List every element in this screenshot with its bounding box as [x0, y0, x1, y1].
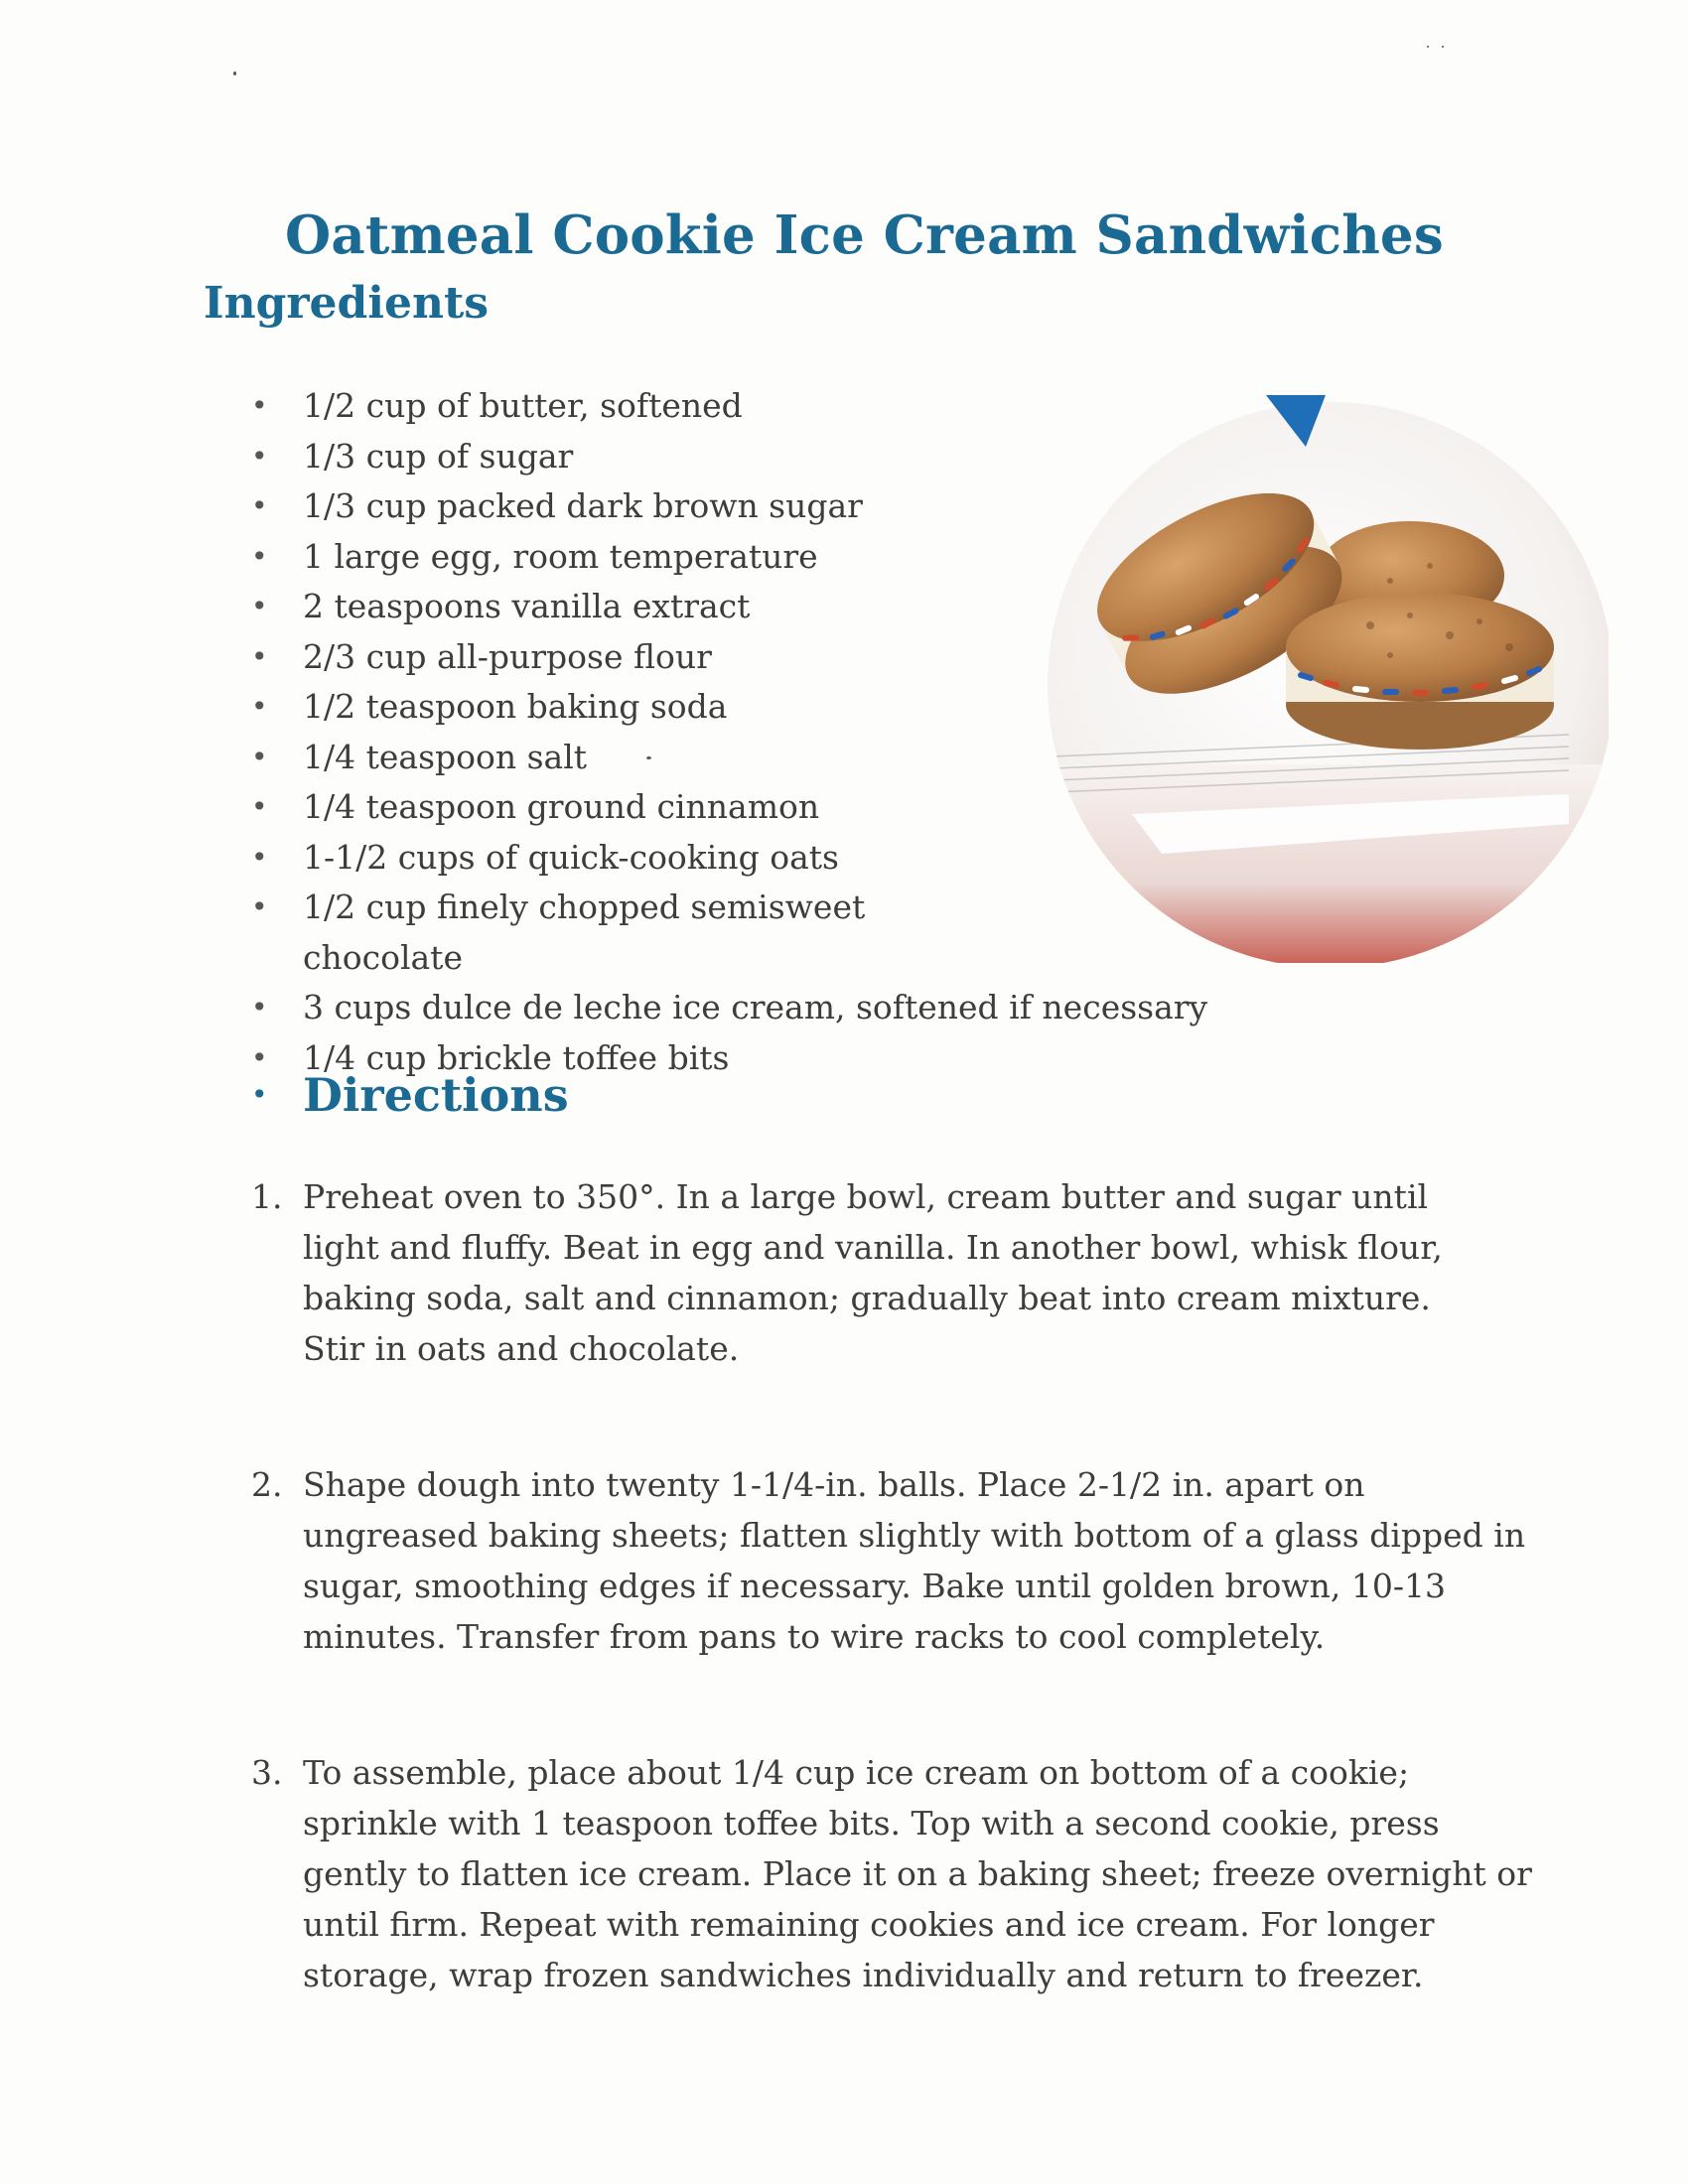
step-number: 2.	[251, 1465, 283, 1504]
scan-speck	[1442, 46, 1444, 48]
bullet-icon: •	[251, 890, 268, 923]
ingredient-item: • 1/4 teaspoon ground cinnamon	[247, 782, 1220, 833]
bullet-icon: •	[251, 1078, 268, 1111]
directions-list	[247, 1171, 1532, 2000]
scan-speck	[646, 756, 651, 759]
ice-cream-sandwich-photo	[1013, 387, 1609, 963]
step-text: To assemble, place about 1/4 cup ice cream on bottom of a cookie; sprinkle with 1 teaspoon toffee bits. Top with a second cookie, press gently to flatten ice cream. Place it on a baking sheet; freeze overnight or until firm. Repeat with remaining cookies and ice cream. For longer storage, wrap frozen sandwiches individually and return to freezer.	[303, 1753, 1532, 1994]
ingredient-item: • 1-1/2 cups of quick-cooking oats	[247, 833, 1220, 884]
step-text: Shape dough into twenty 1-1/4-in. balls. Place 2-1/2 in. apart on ungreased baking sheets; flatten slightly with bottom of a glass dipped in sugar, smoothing edges if necessary. Bake until golden brown, 10-13 minutes. Transfer from pans to wire racks to cool completely.	[303, 1465, 1526, 1656]
ingredient-item: • 2 teaspoons vanilla extract	[247, 582, 1220, 632]
direction-step	[247, 1459, 1534, 1662]
ingredient-item: • 1/3 cup of sugar	[247, 432, 1220, 482]
ingredient-item: • 1 large egg, room temperature	[247, 532, 1220, 583]
scan-speck	[233, 71, 236, 75]
ingredients-heading: Ingredients	[204, 278, 490, 329]
ingredient-item: • 1/2 teaspoon baking soda	[247, 682, 1220, 733]
bullet-icon: •	[251, 539, 268, 573]
bullet-icon: •	[251, 991, 268, 1024]
ingredient-item: • 1/4 cup brickle toffee bits	[247, 1033, 1220, 1084]
ingredient-item: • 3 cups dulce de leche ice cream, softened if necessary	[247, 983, 1220, 1033]
bullet-icon: •	[251, 1040, 268, 1074]
bullet-icon: •	[251, 639, 268, 673]
step-number: 1.	[251, 1177, 283, 1216]
bullet-icon: •	[251, 489, 268, 522]
scan-speck	[1427, 46, 1429, 48]
ingredient-item: • 1/2 cup of butter, softened	[247, 381, 1220, 432]
ingredient-item: • 1/3 cup packed dark brown sugar	[247, 481, 1220, 532]
step-text: Preheat oven to 350°. In a large bowl, cream butter and sugar until light and fluffy. Beat in egg and vanilla. In another bowl, whisk flour, baking soda, salt and cinnamon; gradually beat into cream mixture. Stir in oats and chocolate.	[303, 1177, 1443, 1368]
direction-step	[247, 1171, 1488, 1374]
ingredient-item: • 2/3 cup all-purpose flour	[247, 632, 1220, 683]
bullet-icon: •	[251, 389, 268, 422]
step-number: 3.	[251, 1753, 283, 1792]
bullet-icon: •	[251, 840, 268, 874]
directions-heading: Directions	[303, 1068, 569, 1122]
bullet-icon: •	[251, 690, 268, 723]
bullet-icon: •	[251, 590, 268, 622]
direction-step	[247, 1747, 1534, 2000]
ingredient-item: • 1/2 cup finely chopped semisweet chocolate	[247, 883, 1220, 983]
recipe-title: Oatmeal Cookie Ice Cream Sandwiches	[285, 205, 1444, 266]
bullet-icon: •	[251, 790, 268, 823]
bullet-icon: •	[251, 439, 268, 473]
ingredient-item: • 1/4 teaspoon salt	[247, 733, 1220, 783]
bullet-icon: •	[251, 740, 268, 773]
